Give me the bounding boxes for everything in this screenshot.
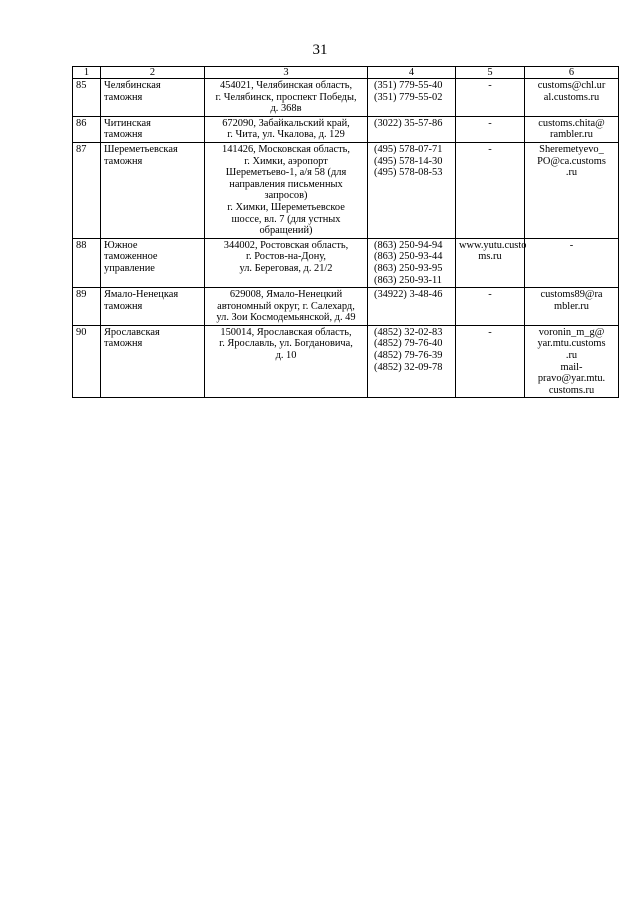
phone-number: (863) 250-93-11 <box>374 274 443 286</box>
email-line: yar.mtu.customs <box>537 338 606 350</box>
table-row <box>73 79 619 117</box>
website-line: www.yutu.custo <box>459 239 527 251</box>
email-cell <box>525 116 619 142</box>
address-line: автономный округ, г. Салехард, <box>217 300 355 312</box>
column-header-6: 6 <box>525 67 619 79</box>
phones-cell <box>368 238 456 287</box>
email-cell <box>525 325 619 398</box>
phone-number: (351) 779-55-02 <box>374 91 443 103</box>
table-row <box>73 116 619 142</box>
address-line: обращений) <box>259 225 313 237</box>
table-row <box>73 288 619 326</box>
email-line: mail- <box>560 361 583 373</box>
customs-name-line: таможня <box>104 91 143 103</box>
email-line: Sheremetyevo_ <box>539 143 604 155</box>
website-line: - <box>488 289 492 301</box>
phone-number: (495) 578-08-53 <box>374 167 443 179</box>
customs-name-line: Южное <box>104 239 138 251</box>
address-line: г. Челябинск, проспект Победы, <box>215 91 357 103</box>
customs-name-line: таможенное <box>104 251 158 263</box>
address-line: д. 368в <box>270 103 302 115</box>
table-header-row <box>73 67 619 79</box>
website-line: - <box>488 80 492 91</box>
address-cell <box>205 238 368 287</box>
address-cell <box>205 142 368 238</box>
row-number-cell: 89 <box>73 288 101 326</box>
email-line: pravo@yar.mtu. <box>537 373 606 385</box>
customs-name-cell <box>101 79 205 117</box>
phone-number: (4852) 32-09-78 <box>374 361 443 373</box>
website-cell <box>456 238 525 287</box>
phones-cell <box>368 325 456 398</box>
address-line: г. Чита, ул. Чкалова, д. 129 <box>227 129 345 141</box>
customs-name-line: таможня <box>104 338 143 350</box>
website-cell <box>456 79 525 117</box>
phones-cell <box>368 288 456 326</box>
customs-directory-table <box>72 66 619 398</box>
column-header-1: 1 <box>73 67 101 79</box>
website-line: - <box>488 117 492 129</box>
phone-number: (4852) 79-76-40 <box>374 338 443 350</box>
email-line: customs89@ra <box>540 289 603 301</box>
customs-name-line: таможня <box>104 129 143 141</box>
phone-number: (863) 250-93-44 <box>374 251 443 263</box>
website-cell <box>456 325 525 398</box>
phone-number: (351) 779-55-40 <box>374 80 443 91</box>
address-cell <box>205 116 368 142</box>
website-line: ms.ru <box>478 251 502 263</box>
address-line: 672090, Забайкальский край, <box>222 117 350 129</box>
email-cell <box>525 288 619 326</box>
email-line: rambler.ru <box>550 129 593 141</box>
address-cell <box>205 79 368 117</box>
email-line: customs@chl.ur <box>537 80 606 91</box>
row-number-cell: 85 <box>73 79 101 117</box>
customs-name-line: Челябинская <box>104 80 161 91</box>
website-line: - <box>488 326 492 338</box>
column-header-2: 2 <box>101 67 205 79</box>
phone-number: (4852) 79-76-39 <box>374 350 443 362</box>
address-line: 454021, Челябинская область, <box>219 80 353 91</box>
address-line: шоссе, вл. 7 (для устных <box>231 213 341 225</box>
address-cell <box>205 325 368 398</box>
row-number-cell: 86 <box>73 116 101 142</box>
email-cell <box>525 79 619 117</box>
phones-cell <box>368 79 456 117</box>
page-number: 31 <box>312 42 328 58</box>
customs-name-cell <box>101 142 205 238</box>
customs-name-cell <box>101 116 205 142</box>
phone-number: (34922) 3-48-46 <box>374 289 443 301</box>
email-line: voronin_m_g@ <box>538 326 605 338</box>
email-cell <box>525 238 619 287</box>
table-row <box>73 238 619 287</box>
customs-name-line: таможня <box>104 300 143 312</box>
email-line: customs.chita@ <box>538 117 605 129</box>
website-cell <box>456 116 525 142</box>
phone-number: (495) 578-07-71 <box>374 143 443 155</box>
table-row <box>73 325 619 398</box>
address-line: запросов) <box>264 190 308 202</box>
address-line: ул. Береговая, д. 21/2 <box>239 262 333 274</box>
phone-number: (863) 250-93-95 <box>374 262 443 274</box>
email-line: .ru <box>565 350 578 362</box>
row-number-cell: 87 <box>73 142 101 238</box>
customs-name-line: Читинская <box>104 117 151 129</box>
address-line: г. Химки, Шереметьевское <box>227 201 345 213</box>
customs-name-cell <box>101 325 205 398</box>
email-line: mbler.ru <box>554 300 589 312</box>
address-line: 141426, Московская область, <box>222 143 350 155</box>
phone-number: (495) 578-14-30 <box>374 155 443 167</box>
email-line: PO@ca.customs <box>537 155 606 167</box>
phone-number: (4852) 32-02-83 <box>374 326 443 338</box>
address-line: д. 10 <box>275 350 297 362</box>
customs-name-cell <box>101 288 205 326</box>
address-line: Шереметьево-1, а/я 58 (для <box>225 167 347 179</box>
email-line: .ru <box>565 167 578 179</box>
customs-name-line: Ярославская <box>104 326 160 338</box>
customs-name-line: Шереметьевская <box>104 143 178 155</box>
phone-number: (3022) 35-57-86 <box>374 117 443 129</box>
customs-name-line: Ямало-Ненецкая <box>104 289 179 301</box>
address-line: направления письменных <box>229 178 343 190</box>
address-line: г. Ростов-на-Дону, <box>245 251 327 263</box>
email-line: al.customs.ru <box>543 91 600 103</box>
customs-name-line: таможня <box>104 155 143 167</box>
customs-name-cell <box>101 238 205 287</box>
website-line: - <box>488 143 492 155</box>
website-cell <box>456 142 525 238</box>
column-header-4: 4 <box>368 67 456 79</box>
customs-name-line: управление <box>104 262 155 274</box>
phone-number: (863) 250-94-94 <box>374 239 443 251</box>
address-line: 150014, Ярославская область, <box>220 326 352 338</box>
row-number-cell: 88 <box>73 238 101 287</box>
column-header-3: 3 <box>205 67 368 79</box>
address-line: 629008, Ямало-Ненецкий <box>229 289 343 301</box>
column-header-5: 5 <box>456 67 525 79</box>
website-cell <box>456 288 525 326</box>
address-cell <box>205 288 368 326</box>
email-cell <box>525 142 619 238</box>
phones-cell <box>368 116 456 142</box>
row-number-cell: 90 <box>73 325 101 398</box>
address-line: 344002, Ростовская область, <box>223 239 349 251</box>
email-line: customs.ru <box>548 384 595 396</box>
phones-cell <box>368 142 456 238</box>
email-line: - <box>569 239 574 251</box>
address-line: г. Ярославль, ул. Богдановича, <box>219 338 353 350</box>
address-line: г. Химки, аэропорт <box>244 155 328 167</box>
table-row <box>73 142 619 238</box>
address-line: ул. Зои Космодемьянской, д. 49 <box>216 312 356 324</box>
